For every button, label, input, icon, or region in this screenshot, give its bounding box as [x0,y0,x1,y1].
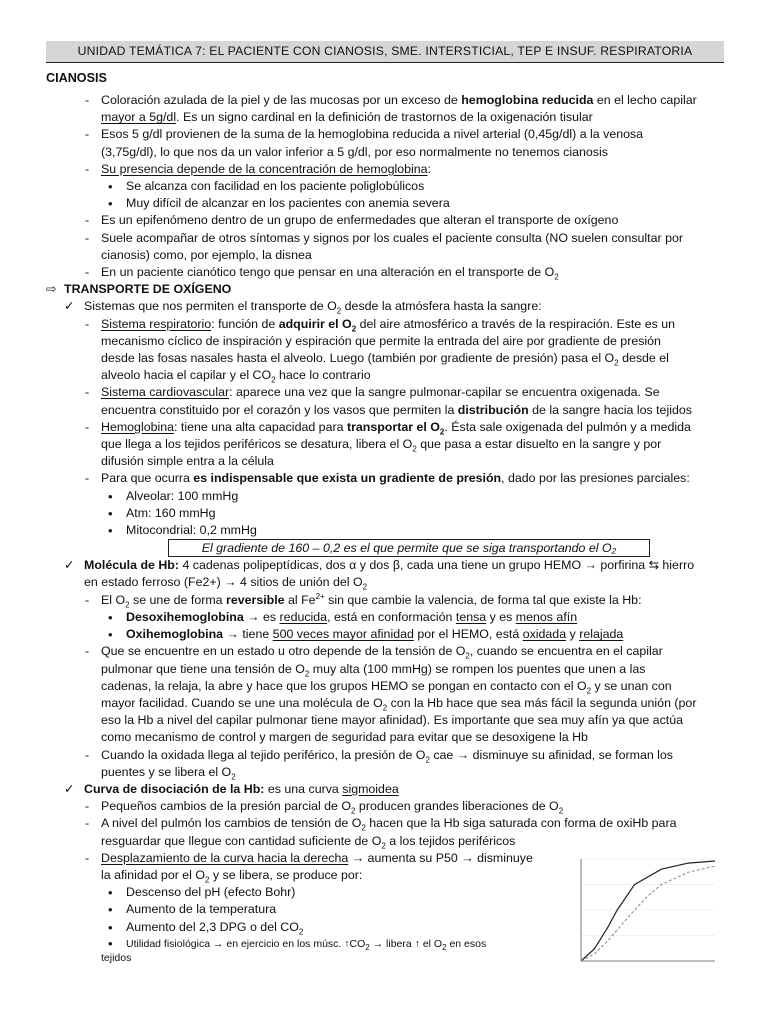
list-item: - Pequeños cambios de la presión parcial de $O_2$ producen grandes liberaciones de $O_2$ [46,798,724,815]
list-item: - En un paciente cianótico tengo que pensar en una alteración en el transporte de $O_2$ [46,264,724,281]
right-arrow-icon: ⇨ [46,282,57,297]
unit-title: UNIDAD TEMÁTICA 7: EL PACIENTE CON CIANOSIS, SME. INTERSTICIAL, TEP E INSUF. RESPIRATORIA [46,41,724,63]
list-item-cont: tejidos [101,951,132,964]
list-item-cont: que llega a los tejidos periféricos se desatura, libera el $O_2$ que pasa a estar disuelto en la sangre y por [101,437,662,454]
bullet-item: • Mitocondrial: 0,2 mmHg [46,522,724,539]
list-item-cont: desde las fosas nasales hasta el alveolo. Luego (también por gradiente de presión) pasa el $O_2$ desde el [101,351,669,368]
list-item: - Hemoglobina: tiene una alta capacidad para transportar el $O_2$. Ésta sale oxigenada del pulmón y a medida [46,419,724,436]
list-item-cont: resguardar que llegue con cantidad suficiente de $O_2$ a los tejidos periféricos [101,833,516,850]
cianosis-heading: CIANOSIS [46,71,107,85]
transporte-intro: ✓ Sistemas que nos permiten el transporte de $O_2$ desde la atmósfera hasta la sangre: [64,299,542,316]
bullet-item: • Desoxihemoglobina → es reducida, está en conformación tensa y es menos afín [46,609,724,626]
list-item: - Suele acompañar de otros síntomas y signos por los cuales el paciente consulta (NO suelen consultar por [46,230,724,247]
bullet-item: • Descenso del pH (efecto Bohr) [46,884,724,901]
molecula-item: ✓ Molécula de Hb: 4 cadenas polipeptídicas, dos α y dos β, cada una tiene un grupo HEMO → porfirina ⇆ hierro [46,557,724,574]
list-item-cont: mayor facilidad. Cuando se une una molécula de $O_2$ con la Hb hace que sea más fácil la segunda unión (por [101,695,697,713]
checkmark-icon: ✓ [64,558,75,573]
list-item: - Su presencia depende de la concentración de hemoglobina: [46,161,724,178]
list-item: - Sistema respiratorio: función de adquirir el $O_2$ del aire atmosférico a través de la respiración. Este es un [46,316,724,333]
list-item: - Coloración azulada de la piel y de las mucosas por un exceso de hemoglobina reducida en el lecho capilar [46,92,724,109]
cianosis-list [46,92,724,281]
bullet-item: • Oxihemoglobina → tiene 500 veces mayor afinidad por el HEMO, está oxidada y relajada [46,626,724,643]
list-item: - Sistema cardiovascular: aparece una vez que la sangre pulmonar-capilar se encuentra oxigenada. Se [46,384,724,401]
dissociation-curve-chart [555,849,723,974]
list-item: - Esos 5 g/dl provienen de la suma de la hemoglobina reducida a nivel arterial (0,45g/dl) a la venosa [46,126,724,143]
list-item-cont: alveolo hacia el capilar y el $CO_2$ hace lo contrario [101,368,371,385]
transporte-heading: ⇨ TRANSPORTE DE OXÍGENO [46,281,724,298]
list-item-cont: cianosis) como, por ejemplo, la disnea [101,247,312,262]
list-item-cont: eso la Hb a nivel del capilar pulmonar tiene mayor afinidad). Es importante que sea muy afín ya que actúa [101,713,683,728]
list-item-cont: puentes y se libera el $O_2$ [101,764,236,782]
checkmark-icon: ✓ [64,781,75,796]
list-item: - Es un epifenómeno dentro de un grupo de enfermedades que alteran el transporte de oxígeno [46,212,724,229]
list-item-cont: mayor a 5g/dl. Es un signo cardinal en la definición de trastornos de la oxigenación tisular [101,110,593,125]
list-item-cont: encuentra constituido por el corazón y los vasos que permiten la distribución de la sangre hacia los tejidos [101,402,692,417]
bullet-item: • Se alcanza con facilidad en los paciente poliglobúlicos [46,178,724,195]
figure-background [555,849,723,974]
bullet-item: • Aumento del 2,3 DPG o del $CO_2$ [46,919,724,936]
list-item: - El $O_2$ se une de forma reversible al $Fe^{2+}$ sin que cambie la valencia, de forma tal que existe la Hb: [46,592,724,609]
checkmark-icon: ✓ [64,299,75,314]
list-item-cont: (3,75g/dl), lo que nos da un valor inferior a 5 g/dl, por eso normalmente no tenemos cianosis [101,144,608,159]
list-item-cont: como mecanismo de control y margen de seguridad para evitar que se desoxigene la Hb [101,730,588,745]
list-item-cont: cadenas, la relaja, la abre y hace que los grupos HEMO se pongan en contacto con el $O_2$ y se unan con [101,678,672,696]
list-item-cont: difusión simple entra a la célula [101,454,274,469]
list-item: - Desplazamiento de la curva hacia la derecha → aumenta su P50 → disminuye [46,850,552,867]
bullet-item: • Atm: 160 mmHg [46,505,724,522]
list-item: - Que se encuentre en un estado u otro depende de la tensión de $O_2$, cuando se encuentra en el capilar [46,643,724,660]
gradient-callout-box: El gradiente de 160 – 0,2 es el que permite que se siga transportando el O₂ [168,539,650,557]
bullet-item: • Muy difícil de alcanzar en los pacientes con anemia severa [46,195,724,212]
dissociation-curve-figure [555,849,723,974]
list-item: - Para que ocurra es indispensable que exista un gradiente de presión, dado por las presiones parciales: [46,470,724,487]
list-item: - A nivel del pulmón los cambios de tensión de $O_2$ hacen que la Hb siga saturada con forma de oxiHb para [46,815,724,832]
document-page [46,41,724,965]
list-item-cont: en estado ferroso (Fe2+) → 4 sitios de unión del $O_2$ [84,575,368,592]
bullet-item: • Alveolar: 100 mmHg [46,488,724,505]
list-item: - Cuando la oxidada llega al tejido periférico, la presión de $O_2$ cae → disminuye su afinidad, se forman los [46,747,724,764]
bullet-item: • Aumento de la temperatura [46,901,724,918]
list-item-cont: la afinidad por el $O_2$ y se libera, se produce por: [101,867,363,885]
bullet-item: • Utilidad fisiológica → en ejercicio en los músc. $↑CO_2$ → libera ↑ el $O_2$ en esos [46,936,724,952]
list-item-cont: pulmonar que tiene una tensión de $O_2$ muy alta (100 mmHg) se rompen los puentes que unen a las [101,661,646,678]
list-item-cont: mecanismo cíclico de inspiración y espiración que permite la entrada del aire por gradiente de presión [101,333,661,348]
curva-item: ✓ Curva de disociación de la Hb: es una curva sigmoidea [46,781,724,798]
